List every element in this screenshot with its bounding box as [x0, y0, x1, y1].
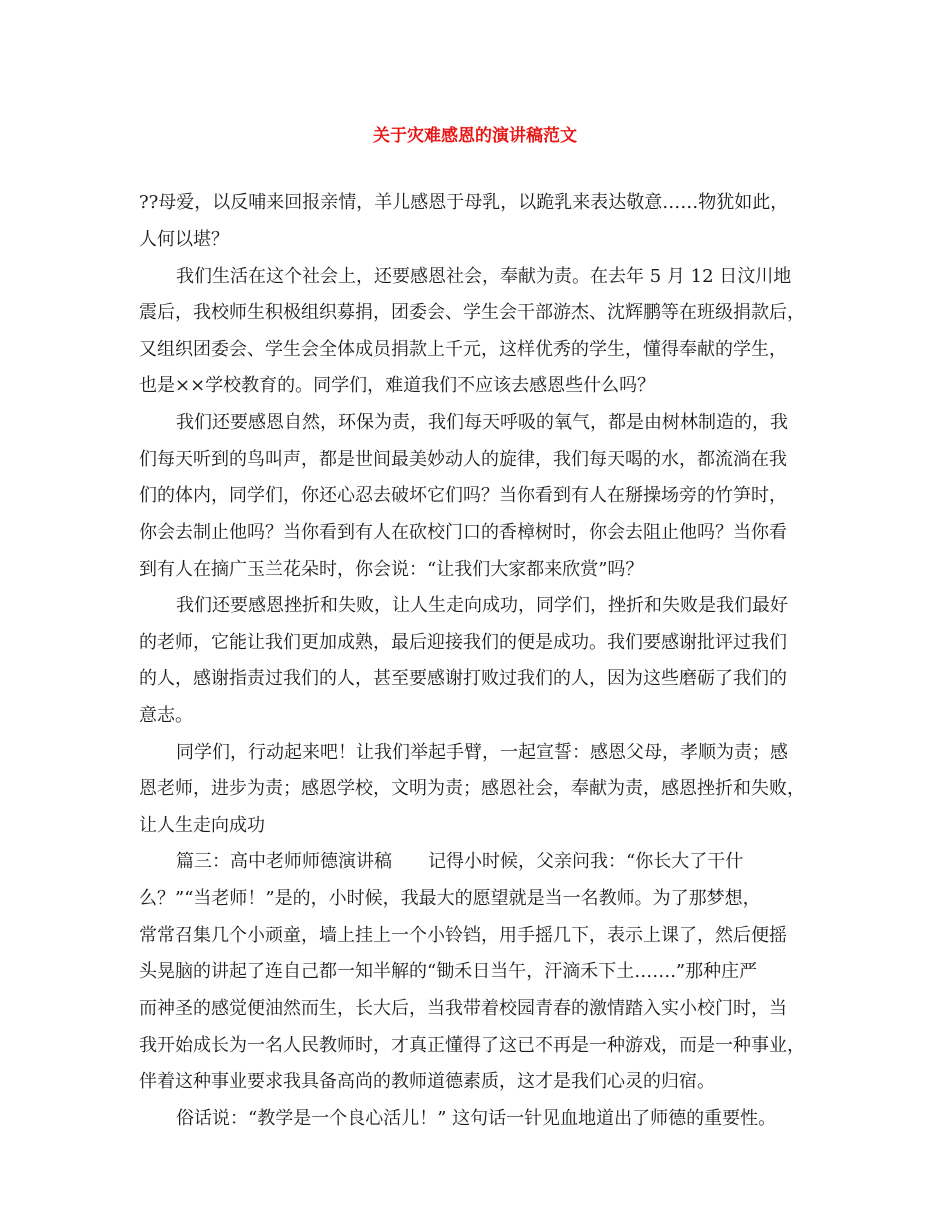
text-line: 同学们，行动起来吧！让我们举起手臂，一起宣誓：感恩父母，孝顺为责；感 [176, 742, 788, 763]
text-line: 常常召集几个小顽童，墙上挂上一个小铃铛，用手摇几下，表示上课了，然后便摇 [139, 925, 787, 946]
text-line: 俗话说：“教学是一个良心活儿！” 这句话一针见血地道出了师德的重要性。 [176, 1108, 777, 1129]
text-line: 也是××学校教育的。同学们，难道我们不应该去感恩些什么吗？ [139, 375, 656, 396]
text-line: 又组织团委会、学生会全体成员捐款上千元，这样优秀的学生，懂得奉献的学生， [139, 339, 787, 360]
text-line: 你会去制止他吗？当你看到有人在砍校门口的香樟树时，你会去阻止他吗？当你看 [139, 522, 787, 543]
text-line: 让人生走向成功 [139, 815, 265, 836]
text-line: 我们还要感恩自然，环保为责，我们每天呼吸的氧气，都是由树林制造的，我 [176, 412, 788, 433]
text-line: 我开始成长为一名人民教师时，才真正懂得了这已不再是一种游戏，而是一种事业， [139, 1035, 805, 1056]
text-line: 伴着这种事业要求我具备高尚的教师道德素质，这才是我们心灵的归宿。 [139, 1071, 715, 1092]
text-line: 意志。 [139, 705, 193, 726]
text-line: ??母爱，以反哺来回报亲情，羊儿感恩于母乳，以跪乳来表达敬意……物犹如此， [139, 192, 789, 213]
text-line: 而神圣的感觉便油然而生，长大后，当我带着校园青春的激情踏入实小校门时，当 [139, 998, 787, 1019]
text-line: 么？”“当老师！”是的，小时候，我最大的愿望就是当一名教师。为了那梦想， [139, 888, 761, 909]
text-line: 的老师，它能让我们更加成熟，最后迎接我们的便是成功。我们要感谢批评过我们 [139, 632, 787, 653]
text-line: 恩老师，进步为责；感恩学校，文明为责；感恩社会，奉献为责，感恩挫折和失败， [139, 778, 805, 799]
text-line: 头晃脑的讲起了连自己都一知半解的“锄禾日当午，汗滴禾下土…….”那种庄严 [139, 961, 758, 982]
document-title: 关于灾难感恩的演讲稿范文 [373, 126, 577, 146]
text-line: 我们生活在这个社会上，还要感恩社会，奉献为责。在去年 5 月 12 日汶川地 [176, 266, 792, 287]
text-line: 篇三：高中老师师德演讲稿 记得小时候，父亲问我：“你长大了干什 [176, 851, 744, 872]
text-line: 们每天听到的鸟叫声，都是世间最美妙动人的旋律，我们每天喝的水，都流淌在我 [139, 449, 787, 470]
text-line: 震后，我校师生积极组织募捐，团委会、学生会干部游杰、沈辉鹏等在班级捐款后， [139, 302, 805, 323]
text-line: 的人，感谢指责过我们的人，甚至要感谢打败过我们的人，因为这些磨砺了我们的 [139, 668, 787, 689]
text-line: 人何以堪？ [139, 229, 229, 250]
text-line: 们的体内，同学们，你还心忍去破坏它们吗？当你看到有人在掰操场旁的竹笋时， [139, 485, 787, 506]
text-line: 到有人在摘广玉兰花朵时，你会说：“让我们大家都来欣赏”吗？ [139, 559, 644, 580]
text-line: 我们还要感恩挫折和失败，让人生走向成功，同学们，挫折和失败是我们最好 [176, 595, 788, 616]
